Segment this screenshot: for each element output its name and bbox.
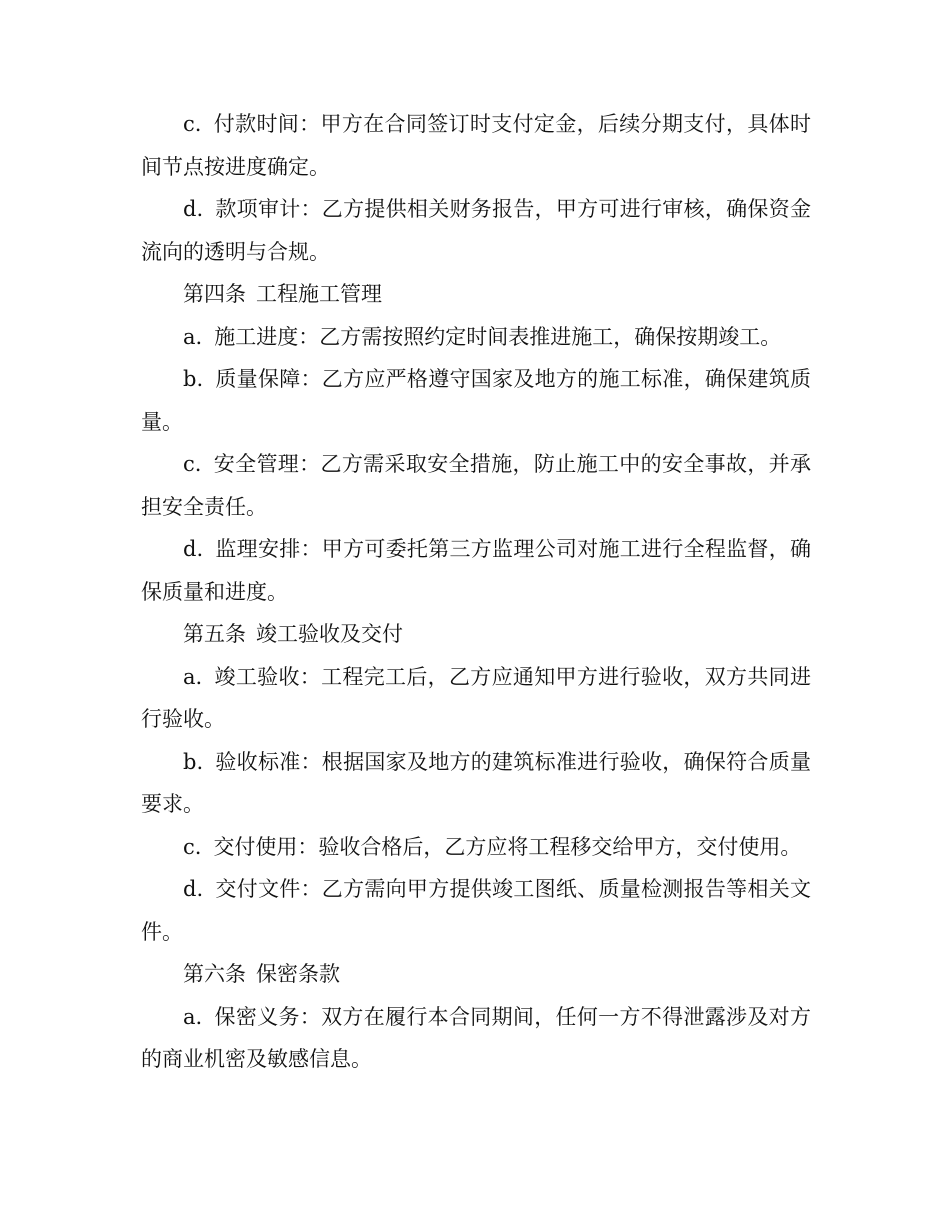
item-label: d. — [183, 877, 204, 901]
clause-5-item-d — [141, 868, 811, 953]
heading-title: 工程施工管理 — [256, 282, 382, 306]
clause-5-item-c — [141, 826, 811, 869]
item-label: d. — [183, 537, 204, 561]
item-label: a. — [183, 1004, 203, 1029]
clause-4-item-d — [141, 528, 811, 613]
item-label: c. — [183, 834, 202, 859]
item-text: 竣工验收：工程完工后，乙方应通知甲方进行验收，双方共同进行验收。 — [141, 664, 811, 731]
clause-4-item-c — [141, 443, 811, 528]
clause-6-item-a — [141, 996, 811, 1081]
clause-5-item-a — [141, 656, 811, 741]
item-text: 安全管理：乙方需采取安全措施，防止施工中的安全事故，并承担安全责任。 — [141, 452, 811, 519]
heading-number: 第四条 — [183, 282, 246, 306]
item-text: 付款时间：甲方在合同签订时支付定金，后续分期支付，具体时间节点按进度确定。 — [141, 112, 811, 179]
clause-5-item-b — [141, 741, 811, 826]
clause-3-item-c — [141, 103, 811, 188]
heading-title: 竣工验收及交付 — [256, 622, 403, 646]
item-label: b. — [183, 367, 204, 391]
item-text: 施工进度：乙方需按照约定时间表推进施工，确保按期竣工。 — [214, 324, 782, 349]
heading-number: 第五条 — [183, 622, 246, 646]
item-text: 款项审计：乙方提供相关财务报告，甲方可进行审核，确保资金流向的透明与合规。 — [141, 197, 811, 264]
clause-3-item-d — [141, 188, 811, 273]
item-text: 质量保障：乙方应严格遵守国家及地方的施工标准，确保建筑质量。 — [141, 367, 811, 434]
heading-number: 第六条 — [183, 962, 246, 986]
item-label: c. — [183, 452, 202, 476]
clause-5-heading — [141, 613, 811, 656]
item-text: 交付使用：验收合格后，乙方应将工程移交给甲方，交付使用。 — [213, 834, 802, 859]
item-label: c. — [183, 112, 202, 136]
clause-4-heading — [141, 273, 811, 316]
item-label: b. — [183, 749, 204, 774]
item-label: a. — [183, 664, 203, 689]
item-label: a. — [183, 324, 203, 349]
clause-4-item-b — [141, 358, 811, 443]
item-text: 交付文件：乙方需向甲方提供竣工图纸、质量检测报告等相关文件。 — [141, 877, 811, 944]
clause-4-item-a — [141, 316, 811, 359]
document-body — [141, 103, 811, 1081]
item-text: 验收标准：根据国家及地方的建筑标准进行验收，确保符合质量要求。 — [141, 749, 811, 816]
heading-title: 保密条款 — [256, 962, 340, 986]
clause-6-heading — [141, 953, 811, 996]
item-label: d. — [183, 197, 204, 221]
item-text: 保密义务：双方在履行本合同期间，任何一方不得泄露涉及对方的商业机密及敏感信息。 — [141, 1004, 811, 1071]
item-text: 监理安排：甲方可委托第三方监理公司对施工进行全程监督，确保质量和进度。 — [141, 537, 811, 604]
